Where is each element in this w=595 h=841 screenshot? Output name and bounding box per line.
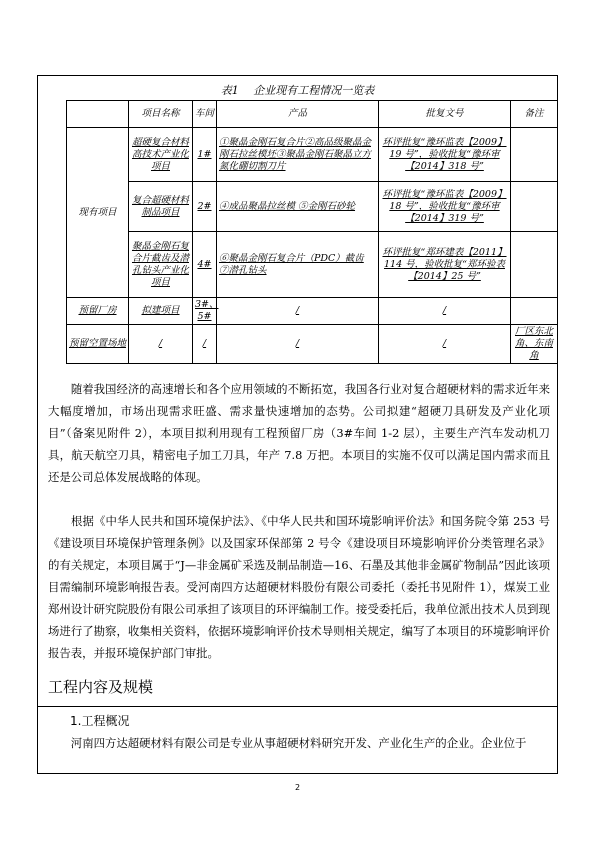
paragraph (48, 510, 550, 664)
row-remark (511, 128, 558, 182)
row-workshop: 2# (193, 182, 217, 232)
row-approval: / (379, 325, 511, 364)
row-approval: 环评批复“豫环监表【2009】19 号”，验收批复“豫环审【2014】318 号” (379, 128, 511, 182)
group-label: 现有项目 (67, 128, 129, 298)
paragraph-text: 根据《中华人民共和国环境保护法》、《中华人民共和国环境影响评价法》和国务院令第 253 号《建设项目环境保护管理条例》以及国家环保部第 2 号令《建设项目环境影响评价分类管理名录》的有关规定，本项目属于“J—非金属矿采选及制品制造—16、石墨及其他非金属矿物制品”因此该项目需编制环境影响报告表。受河南四方达超硬材料股份有限公司委托（委托书见附件 1），煤炭工业郑州设计研究院股份有限公司承担了该项目的环评编制工作。接受委托后，我单位派出技术人员到现场进行了勘察，收集相关资料，依据环境影响评价技术导则相关规定，编写了本项目的环境影响评价报告表，并报环境保护部门审批。 (48, 514, 550, 660)
table-caption: 表1 企业现有工程情况一览表 (220, 84, 375, 97)
row-product: ①聚晶金刚石复合片②高品级聚晶金刚石拉丝模坯③聚晶金刚石聚晶立方氮化硼切割刀片 (217, 128, 379, 182)
header-approval: 批复文号 (379, 101, 511, 128)
table-row (67, 232, 558, 298)
row-remark: 厂区东北角、东南角 (511, 325, 558, 364)
row-workshop: 4# (193, 232, 217, 298)
table-row (67, 298, 558, 325)
subheading: 1.工程概况 (70, 714, 130, 728)
header-product: 产品 (217, 101, 379, 128)
header-remark: 备注 (511, 101, 558, 128)
paragraph-text: 随着我国经济的高速增长和各个应用领域的不断拓宽，我国各行业对复合超硬材料的需求近年来大幅度增加，市场出现需求旺盛、需求量快速增加的态势。公司拟建“超硬刀具研发及产业化项目”（备案见附件 2），本项目拟利用现有工程预留厂房（3#车间 1-2 层），主要生产汽车发动机刀具，航天航空刀具，精密电子加工刀具，年产 7.8 万把。本项目的实施不仅可以满足国内需求而且还是公司总体发展战略的体现。 (48, 382, 550, 484)
page-number: 2 (294, 783, 301, 792)
header-project-name: 项目名称 (129, 101, 193, 128)
row-workshop: 1# (193, 128, 217, 182)
row-name: 拟建项目 (129, 298, 193, 325)
table-row (67, 128, 558, 182)
row-remark (511, 182, 558, 232)
row-name: 超硬复合材料高技术产业化项目 (129, 128, 193, 182)
divider (38, 706, 557, 707)
header-workshop: 车间 (193, 101, 217, 128)
table-row (67, 182, 558, 232)
project-table (66, 100, 558, 364)
reserved-plant-label: 预留厂房 (67, 298, 129, 325)
row-name: 复合超硬材料制品项目 (129, 182, 193, 232)
page-frame (37, 75, 558, 774)
row-name: 聚晶金刚石复合片截齿及潜孔钻头产业化项目 (129, 232, 193, 298)
row-name: / (129, 325, 193, 364)
section-heading: 工程内容及规模 (48, 678, 154, 696)
paragraph-text: 河南四方达超硬材料有限公司是专业从事超硬材料研究开发、产业化生产的企业。企业位于 (70, 736, 527, 750)
row-approval: / (379, 298, 511, 325)
row-product: / (217, 325, 379, 364)
reserved-land-label: 预留空置场地 (67, 325, 129, 364)
row-product: ⑥聚晶金刚石复合片（PDC）截齿 ⑦潜孔钻头 (217, 232, 379, 298)
row-workshop: 3#、5# (193, 298, 217, 325)
paragraph (48, 378, 550, 488)
row-approval: 环评批复“豫环监表【2009】18 号”，验收批复“豫环审【2014】319 号” (379, 182, 511, 232)
table-header-row (67, 101, 558, 128)
table-row (67, 325, 558, 364)
row-remark (511, 232, 558, 298)
row-product: ④成品聚晶拉丝模 ⑤金刚石砂轮 (217, 182, 379, 232)
row-approval: 环评批复“郑环建表【2011】114 号，验收批复“郑环验表【2014】25 号” (379, 232, 511, 298)
row-remark (511, 298, 558, 325)
row-workshop: / (193, 325, 217, 364)
row-product: / (217, 298, 379, 325)
header-blank (67, 101, 129, 128)
paragraph (48, 732, 550, 754)
